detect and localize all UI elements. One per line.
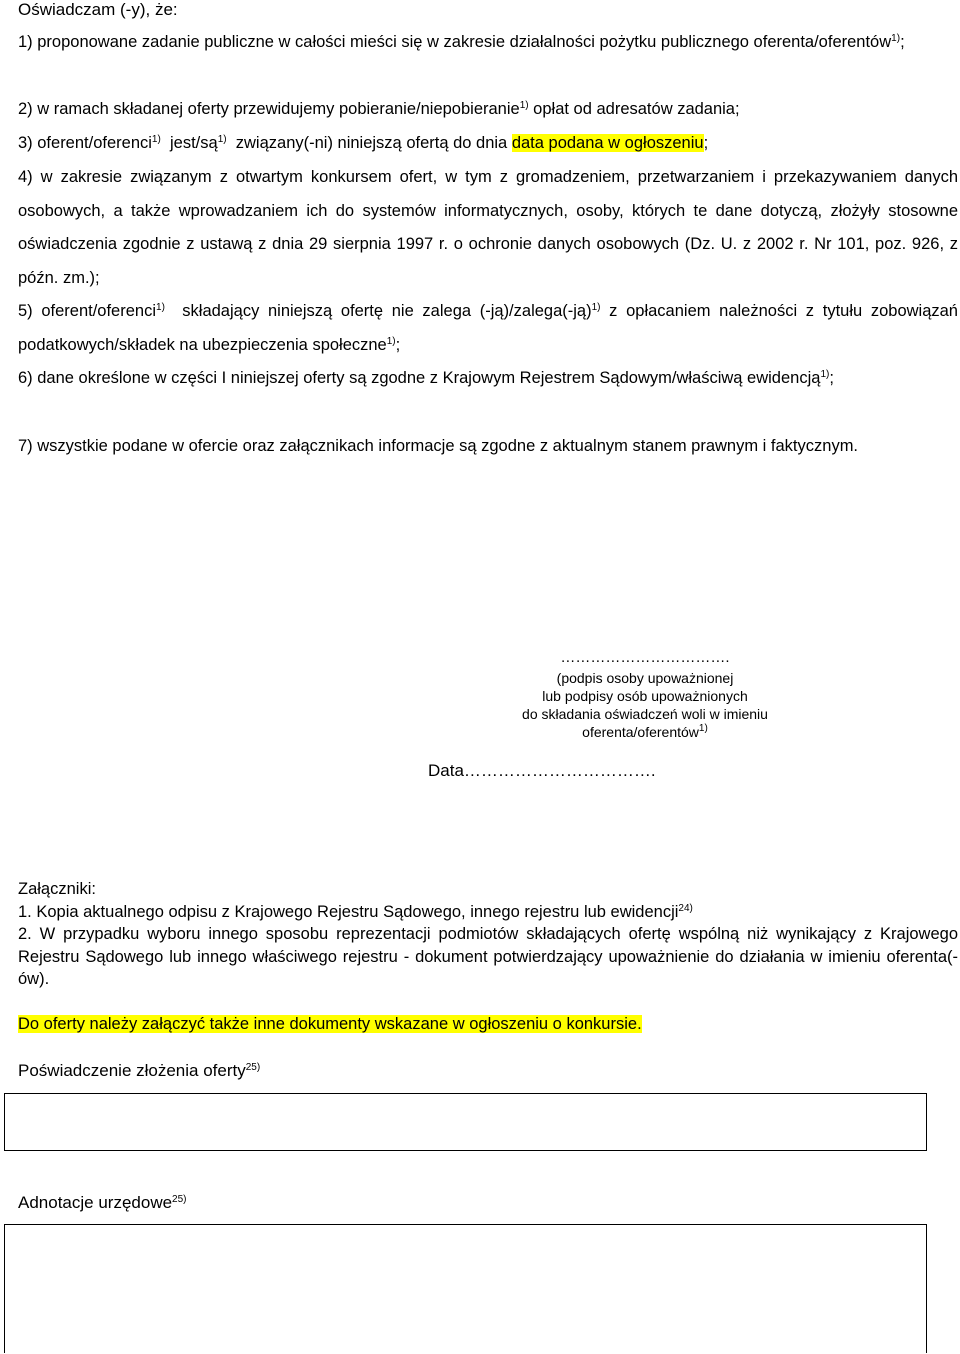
attachments-section	[18, 878, 958, 991]
signature-caption-4: oferenta/oferentów$^{1)}$	[582, 723, 708, 740]
statement-2: 2) w ramach składanej oferty przewidujemy pobieranie/niepobieranie$^{1)}$ opłat od adresatów zadania;	[18, 100, 740, 118]
date-field: Data…………………………….	[428, 761, 656, 780]
page-heading: Oświadczam (-y), że:	[18, 0, 178, 19]
annotations-box[interactable]	[4, 1224, 927, 1353]
signature-caption-2: lub podpisy osób upoważnionych	[542, 688, 748, 704]
signature-caption-1: (podpis osoby upoważnionej	[556, 670, 734, 686]
confirmation-label: Poświadczenie złożenia oferty$^{25)}$	[18, 1061, 261, 1080]
statement-4: 4) w zakresie związanym z otwartym konkursem ofert, w tym z gromadzeniem, przetwarzaniem i przekazywaniem danych osobowych, a także wprowadzaniem ich do systemów informatycznych, osoby, których te dane dotyczą, złożyły stosowne oświadczenia zgodnie z ustawą z dnia 29 sierpnia 1997 r. o ochronie danych osobowych (Dz. U. z 2002 r. Nr 101, poz. 926, z późn. zm.);	[18, 168, 958, 287]
statement-5: 5) oferent/oferenci$^{1)}$ składający niniejszą ofertę nie zalega (-ją)/zalega(-ją)$^{1)}$ z opłacaniem należności z tytułu zobowiązań podatkowych/składek na ubezpieczenia społeczne$^{1)}$;	[18, 302, 958, 354]
statement-7: 7) wszystkie podane w ofercie oraz załącznikach informacje są zgodne z aktualnym stanem prawnym i faktycznym.	[18, 437, 859, 455]
statement-1: 1) proponowane zadanie publiczne w całości mieści się w zakresie działalności pożytku publicznego oferenta/oferentów$^{1)}$;	[18, 33, 905, 51]
annotations-label: Adnotacje urzędowe$^{25)}$	[18, 1193, 187, 1212]
attachment-2: 2. W przypadku wyboru innego sposobu reprezentacji podmiotów składających ofertę wspólną niż wynikający z Krajowego Rejestru Sądowego lub innego właściwego rejestru - dokument potwierdzający upoważnienie do działania w imieniu oferenta(-ów).	[18, 925, 958, 988]
statement-6: 6) dane określone w części I niniejszej oferty są zgodne z Krajowym Rejestrem Sądowym/właściwą ewidencją$^{1)}$;	[18, 369, 834, 387]
attachment-1: 1. Kopia aktualnego odpisu z Krajowego Rejestru Sądowego, innego rejestru lub ewidencji$^{24)}$	[18, 902, 693, 921]
signature-line: …………………………….	[560, 649, 730, 666]
signature-caption-3: do składania oświadczeń woli w imieniu	[522, 706, 768, 722]
signature-block	[470, 647, 820, 741]
confirmation-box[interactable]	[4, 1093, 927, 1151]
statement-3: 3) oferent/oferenci$^{1)}$ jest/$są^{1)}$ związany(-ni) niniejszą ofertą do dnia data podana w ogłoszeniu;	[18, 134, 709, 152]
highlighted-note: Do oferty należy załączyć także inne dokumenty wskazane w ogłoszeniu o konkursie.	[18, 1015, 642, 1033]
attachments-title: Załączniki:	[18, 880, 96, 898]
highlighted-date-text: data podana w ogłoszeniu	[511, 134, 704, 152]
